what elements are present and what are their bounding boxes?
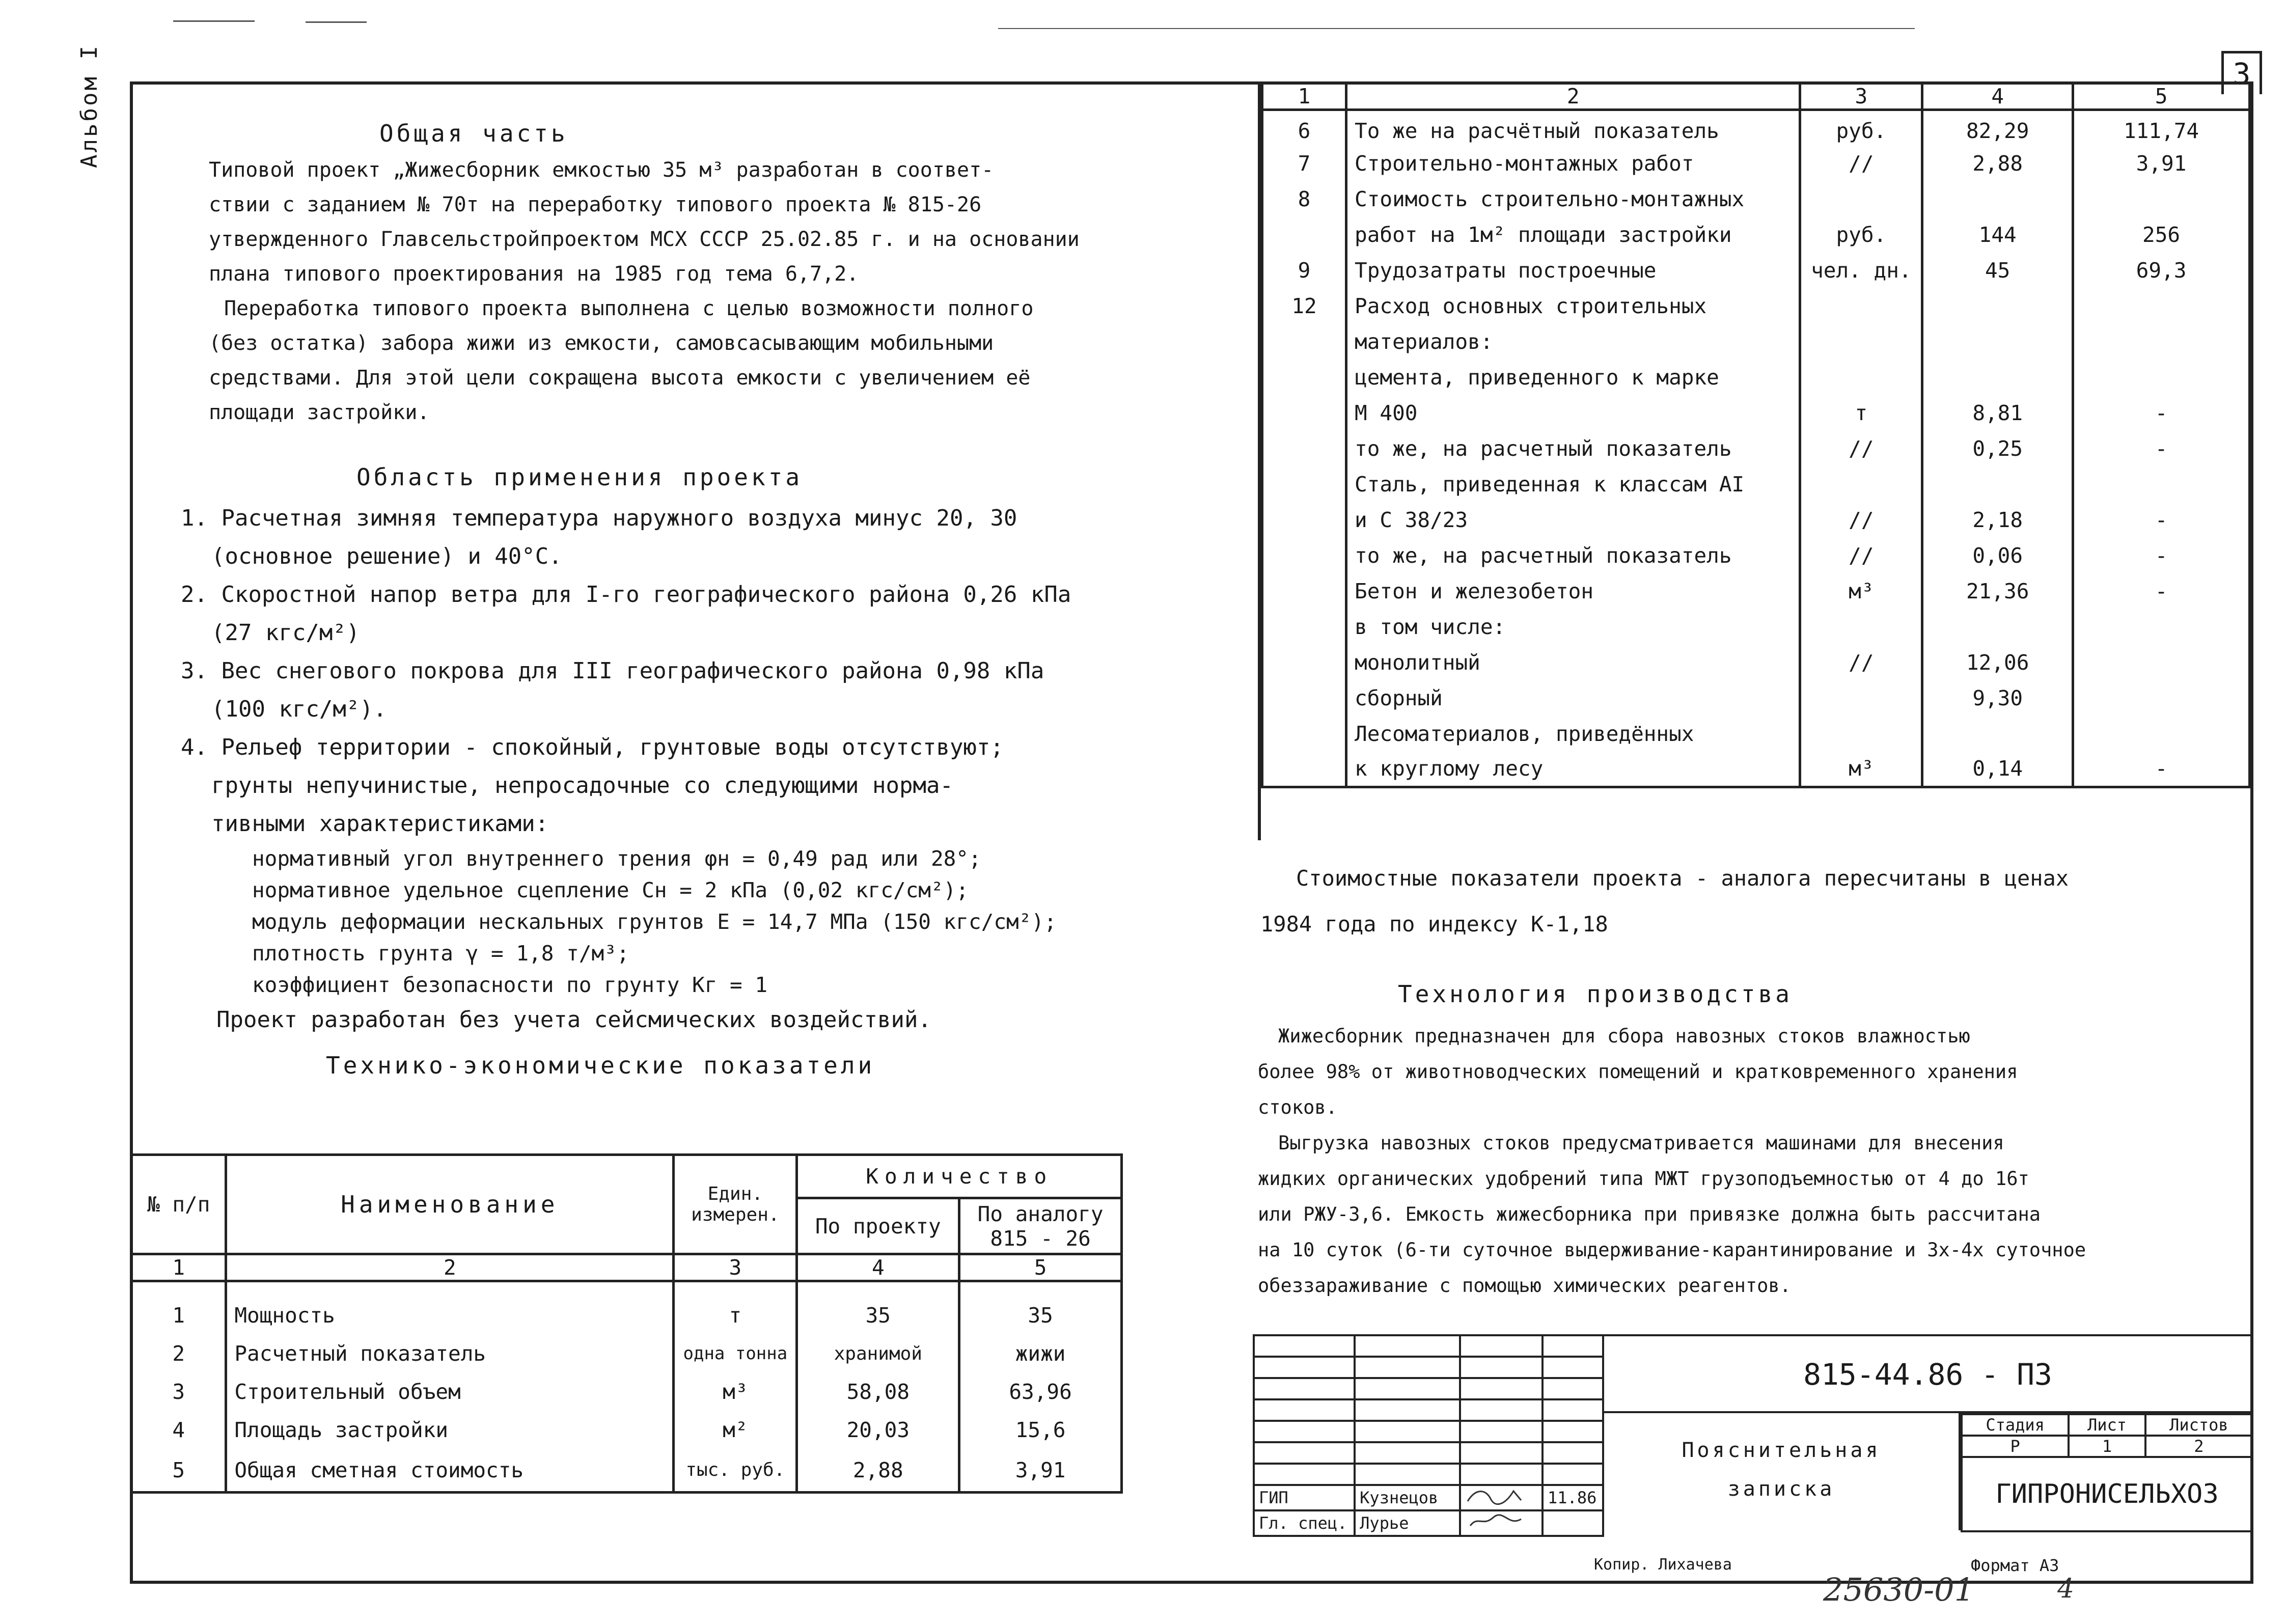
table-row	[1262, 217, 2250, 253]
row-name: то же, на расчетный показатель	[1346, 538, 1800, 573]
row-unit: //	[1800, 431, 1922, 466]
sheets-value: 2	[2145, 1436, 2252, 1457]
right-indicators-table	[1261, 81, 2251, 788]
row-unit: //	[1800, 146, 1922, 181]
scope-list	[181, 499, 1071, 1039]
scan-mark	[173, 20, 255, 22]
row-num: 8	[1262, 181, 1346, 217]
scope-item: тивными характеристиками:	[211, 811, 549, 837]
row-name: материалов:	[1346, 324, 1800, 360]
stamp-name: Кузнецов	[1355, 1485, 1460, 1510]
row-unit: руб.	[1800, 217, 1922, 253]
row-analog: 3,91	[959, 1449, 1122, 1493]
stamp-date: 11.86	[1543, 1485, 1603, 1510]
soil-characteristic: нормативный угол внутреннего трения φн = 0,49 рад или 28°;	[252, 846, 981, 871]
row-num: 12	[1262, 288, 1346, 324]
scope-item: 2. Скоростной напор ветра для I-го географического района 0,26 кПа	[181, 582, 1071, 608]
row-analog: 35	[959, 1297, 1122, 1335]
col-num: 4	[1922, 83, 2073, 110]
row-unit: м²	[674, 1411, 797, 1449]
row-unit: т	[674, 1297, 797, 1335]
table-row	[1262, 110, 2250, 146]
general-line: ствии с заданием № 70т на переработку типового проекта № 815-26	[209, 193, 982, 216]
row-analog	[2073, 680, 2250, 716]
row-unit: тыс. руб.	[674, 1449, 797, 1493]
sheet-value: 1	[2069, 1436, 2145, 1457]
row-analog	[2073, 716, 2250, 752]
row-num	[1262, 324, 1346, 360]
row-unit	[1800, 466, 1922, 502]
copied-by: Копир. Лихачева	[1594, 1556, 1732, 1574]
signature-icon	[1460, 1485, 1543, 1510]
row-proj: 21,36	[1922, 573, 2073, 609]
col-num: 3	[1800, 83, 1922, 110]
row-name: М 400	[1346, 395, 1800, 431]
row-proj: 8,81	[1922, 395, 2073, 431]
scan-mark	[998, 28, 1915, 29]
row-proj	[1922, 181, 2073, 217]
doc-title-line: записка	[1727, 1477, 1835, 1501]
row-proj: 12,06	[1922, 645, 2073, 680]
row-name: в том числе:	[1346, 609, 1800, 645]
row-analog: 256	[2073, 217, 2250, 253]
tei-header-unit: Един. измерен.	[674, 1155, 797, 1254]
title-block	[1253, 1334, 2253, 1584]
table-row	[1262, 431, 2250, 466]
row-num: 5	[131, 1449, 226, 1493]
col-num: 1	[131, 1254, 226, 1281]
row-analog	[2073, 288, 2250, 324]
table-row	[131, 1335, 1122, 1373]
row-name: сборный	[1346, 680, 1800, 716]
row-num: 9	[1262, 253, 1346, 288]
organization-name: ГИПРОНИСЕЛЬХОЗ	[1962, 1457, 2252, 1531]
col-num: 2	[1346, 83, 1800, 110]
row-num	[1262, 573, 1346, 609]
soil-characteristic: коэффициент безопасности по грунту Kг = 1	[252, 973, 768, 997]
technology-line: жидких органических удобрений типа МЖТ грузоподъемностью от 4 до 16т	[1258, 1168, 2029, 1190]
technology-title: Технология производства	[1398, 980, 1793, 1008]
row-name: Трудозатраты построечные	[1346, 253, 1800, 288]
table-row	[1262, 502, 2250, 538]
row-num: 2	[131, 1335, 226, 1373]
col-num: 5	[2073, 83, 2250, 110]
row-num	[1262, 431, 1346, 466]
row-proj: 144	[1922, 217, 2073, 253]
row-num	[1262, 716, 1346, 752]
tei-header-qty: Количество	[797, 1155, 1122, 1198]
row-unit: руб.	[1800, 110, 1922, 146]
stamp-signature-grid	[1253, 1334, 1604, 1537]
soil-characteristic: модуль деформации нескальных грунтов Е = 14,7 МПа (150 кгс/см²);	[252, 910, 1057, 934]
technology-text	[1258, 1019, 2086, 1304]
soil-characteristic: нормативное удельное сцепление Cн = 2 кПа (0,02 кгс/см²);	[252, 878, 969, 902]
row-num	[1262, 217, 1346, 253]
row-num	[1262, 360, 1346, 395]
stamp-name: Лурье	[1355, 1510, 1460, 1536]
scope-item: 4. Рельеф территории - спокойный, грунтовые воды отсутствуют;	[181, 734, 1004, 760]
general-line: площади застройки.	[209, 401, 430, 424]
row-analog	[2073, 324, 2250, 360]
row-proj: 45	[1922, 253, 2073, 288]
cost-note	[1260, 856, 2069, 947]
row-analog: 111,74	[2073, 110, 2250, 146]
row-name: Общая сметная стоимость	[226, 1449, 674, 1493]
row-name: цемента, приведенного к марке	[1346, 360, 1800, 395]
table-row	[131, 1411, 1122, 1449]
row-name: то же, на расчетный показатель	[1346, 431, 1800, 466]
row-proj	[1922, 609, 2073, 645]
stamp-role: ГИП	[1254, 1485, 1355, 1510]
table-row	[131, 1449, 1122, 1493]
technology-line: более 98% от животноводческих помещений и кратковременного хранения	[1258, 1061, 2018, 1083]
scope-item: (основное решение) и 40°С.	[211, 543, 562, 569]
col-num: 2	[226, 1254, 674, 1281]
cost-note-line: Стоимостные показатели проекта - аналога пересчитаны в ценах	[1296, 866, 2069, 891]
row-num: 7	[1262, 146, 1346, 181]
general-line: плана типового проектирования на 1985 год тема 6,7,2.	[209, 262, 859, 286]
sheets-label: Листов	[2145, 1414, 2252, 1436]
tei-header-name: Наименование	[226, 1155, 674, 1254]
table-row	[131, 1297, 1122, 1335]
table-row	[1262, 573, 2250, 609]
table-row	[1262, 181, 2250, 217]
row-num	[1262, 752, 1346, 787]
row-unit: м³	[1800, 752, 1922, 787]
row-unit: м³	[1800, 573, 1922, 609]
stage-label: Стадия	[1962, 1414, 2069, 1436]
table-row	[1262, 360, 2250, 395]
row-name: То же на расчётный показатель	[1346, 110, 1800, 146]
row-num	[1262, 395, 1346, 431]
scope-item: грунты непучинистые, непросадочные со следующими норма-	[211, 773, 953, 799]
signature-icon	[1460, 1510, 1543, 1536]
row-unit: //	[1800, 645, 1922, 680]
row-name: Лесоматериалов, приведённых	[1346, 716, 1800, 752]
scan-mark	[306, 21, 367, 23]
stage-value: Р	[1962, 1436, 2069, 1457]
row-name: работ на 1м² площади застройки	[1346, 217, 1800, 253]
row-name: к круглому лесу	[1346, 752, 1800, 787]
technology-line: обеззараживание с помощью химических реагентов.	[1258, 1275, 1791, 1297]
table-row	[1262, 395, 2250, 431]
table-row	[1262, 609, 2250, 645]
row-proj: 9,30	[1922, 680, 2073, 716]
row-name: и С 38/23	[1346, 502, 1800, 538]
row-analog: 3,91	[2073, 146, 2250, 181]
col-num: 5	[959, 1254, 1122, 1281]
tei-header-num: № п/п	[131, 1155, 226, 1254]
col-num: 4	[797, 1254, 959, 1281]
row-analog: жижи	[959, 1335, 1122, 1373]
row-num: 6	[1262, 110, 1346, 146]
col-num: 3	[674, 1254, 797, 1281]
row-name: монолитный	[1346, 645, 1800, 680]
table-row	[1262, 466, 2250, 502]
tei-header-analog: По аналогу 815 - 26	[959, 1198, 1122, 1254]
tei-header-proj: По проекту	[797, 1198, 959, 1254]
row-proj: 20,03	[797, 1411, 959, 1449]
table-row	[1262, 538, 2250, 573]
row-proj: 82,29	[1922, 110, 2073, 146]
row-num	[1262, 680, 1346, 716]
table-row	[1262, 253, 2250, 288]
row-proj	[1922, 466, 2073, 502]
general-text	[209, 153, 1080, 430]
row-analog: -	[2073, 573, 2250, 609]
technology-line: Выгрузка навозных стоков предусматривается машинами для внесения	[1278, 1132, 2004, 1154]
row-proj: хранимой	[797, 1335, 959, 1373]
row-name: Мощность	[226, 1297, 674, 1335]
row-analog: -	[2073, 752, 2250, 787]
general-title: Общая часть	[379, 120, 568, 147]
row-analog: 69,3	[2073, 253, 2250, 288]
sheet-label: Лист	[2069, 1414, 2145, 1436]
row-name: Сталь, приведенная к классам AI	[1346, 466, 1800, 502]
row-name: Площадь застройки	[226, 1411, 674, 1449]
row-proj	[1922, 324, 2073, 360]
row-analog	[2073, 609, 2250, 645]
row-name: Строительный объем	[226, 1373, 674, 1411]
row-proj: 2,18	[1922, 502, 2073, 538]
row-name: Расчетный показатель	[226, 1335, 674, 1373]
row-unit	[1800, 288, 1922, 324]
soil-characteristic: плотность грунта γ = 1,8 т/м³;	[252, 941, 629, 966]
row-proj: 2,88	[1922, 146, 2073, 181]
scope-item: (27 кгс/м²)	[211, 620, 360, 646]
table-row	[1262, 146, 2250, 181]
row-unit: чел. дн.	[1800, 253, 1922, 288]
row-analog: 15,6	[959, 1411, 1122, 1449]
row-unit	[1800, 609, 1922, 645]
row-proj	[1922, 288, 2073, 324]
row-num: 1	[131, 1297, 226, 1335]
table-row	[1262, 716, 2250, 752]
scope-closing: Проект разработан без учета сейсмических воздействий.	[216, 1007, 931, 1033]
row-num	[1262, 538, 1346, 573]
tei-col-nums	[131, 1254, 1122, 1281]
row-name: Стоимость строительно-монтажных	[1346, 181, 1800, 217]
table-row	[1262, 752, 2250, 787]
scope-item: 3. Вес снегового покрова для III географического района 0,98 кПа	[181, 658, 1044, 684]
album-label: Альбом I	[76, 44, 102, 168]
row-unit	[1800, 324, 1922, 360]
col-num: 1	[1262, 83, 1346, 110]
row-unit	[1800, 360, 1922, 395]
table-row	[1262, 645, 2250, 680]
table-row	[1262, 680, 2250, 716]
table-row	[1262, 324, 2250, 360]
page-number: 3	[2221, 51, 2262, 94]
row-analog: -	[2073, 538, 2250, 573]
row-proj: 0,25	[1922, 431, 2073, 466]
scope-title: Область применения проекта	[356, 463, 803, 491]
row-proj	[1922, 360, 2073, 395]
row-unit: м³	[674, 1373, 797, 1411]
stamp-doc-title	[1604, 1413, 1961, 1530]
row-unit: //	[1800, 538, 1922, 573]
general-line: (без остатка) забора жижи из емкости, самовсасывающим мобильными	[209, 332, 994, 355]
general-line: утвержденного Главсельстройпроектом МСХ СССР 25.02.85 г. и на основании	[209, 228, 1080, 251]
tei-title: Технико-экономические показатели	[326, 1052, 875, 1079]
doc-title-line: Пояснительная	[1682, 1439, 1881, 1462]
technology-line: стоков.	[1258, 1096, 1337, 1118]
general-line: Переработка типового проекта выполнена с целью возможности полного	[224, 297, 1034, 320]
row-proj: 0,06	[1922, 538, 2073, 573]
cost-note-line: 1984 года по индексу К-1,18	[1260, 912, 1608, 937]
general-line: Типовой проект „Жижесборник емкостью 35 м³ разработан в соответ-	[209, 158, 994, 182]
row-name: Бетон и железобетон	[1346, 573, 1800, 609]
technology-line: или РЖУ-3,6. Емкость жижесборника при привязке должна быть рассчитана	[1258, 1203, 2041, 1225]
handwritten-sheet: 4	[2057, 1574, 2075, 1604]
handwritten-number: 25630-01	[1823, 1571, 1975, 1608]
row-num	[1262, 609, 1346, 645]
row-unit	[1800, 181, 1922, 217]
stamp-code: 815-44.86 - ПЗ	[1604, 1334, 2253, 1413]
technology-line: на 10 суток (6-ти суточное выдерживание-карантинирование и 3х-4х суточное	[1258, 1239, 2086, 1261]
row-proj: 35	[797, 1297, 959, 1335]
row-num: 4	[131, 1411, 226, 1449]
format-label: Формат А3	[1971, 1556, 2059, 1575]
row-num: 3	[131, 1373, 226, 1411]
row-proj: 0,14	[1922, 752, 2073, 787]
row-unit: одна тонна	[674, 1335, 797, 1373]
row-analog: 63,96	[959, 1373, 1122, 1411]
row-name: Строительно-монтажных работ	[1346, 146, 1800, 181]
tei-table	[130, 1153, 1123, 1494]
row-analog	[2073, 181, 2250, 217]
table-row	[131, 1373, 1122, 1411]
row-num	[1262, 645, 1346, 680]
row-proj	[1922, 716, 2073, 752]
row-name: Расход основных строительных	[1346, 288, 1800, 324]
row-analog: -	[2073, 502, 2250, 538]
row-num	[1262, 466, 1346, 502]
right-col-nums	[1262, 83, 2250, 110]
row-num	[1262, 502, 1346, 538]
stamp-sheet-info	[1961, 1413, 2253, 1532]
row-proj: 58,08	[797, 1373, 959, 1411]
table-row	[1262, 288, 2250, 324]
technology-line: Жижесборник предназначен для сбора навозных стоков влажностью	[1278, 1025, 1970, 1047]
row-unit	[1800, 680, 1922, 716]
stamp-role: Гл. спец.	[1254, 1510, 1355, 1536]
scope-item: (100 кгс/м²).	[211, 696, 387, 722]
row-analog: -	[2073, 395, 2250, 431]
row-analog	[2073, 360, 2250, 395]
row-proj: 2,88	[797, 1449, 959, 1493]
general-line: средствами. Для этой цели сокращена высота емкости с увеличением её	[209, 366, 1031, 390]
row-unit	[1800, 716, 1922, 752]
row-analog: -	[2073, 431, 2250, 466]
row-analog	[2073, 466, 2250, 502]
row-analog	[2073, 645, 2250, 680]
scope-item: 1. Расчетная зимняя температура наружного воздуха минус 20, 30	[181, 505, 1017, 531]
row-unit: //	[1800, 502, 1922, 538]
row-unit: т	[1800, 395, 1922, 431]
